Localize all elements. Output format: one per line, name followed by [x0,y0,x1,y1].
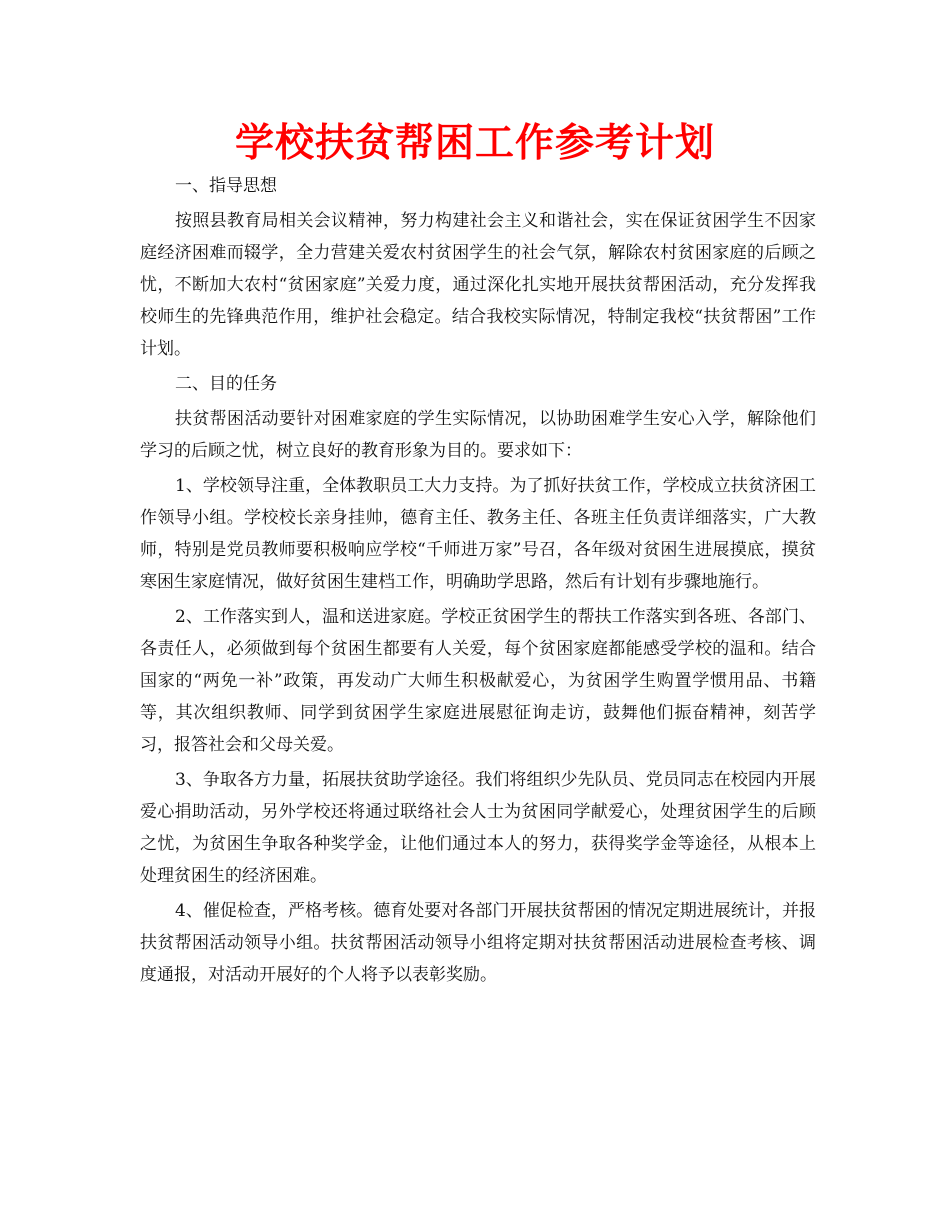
paragraph-item-4: 4、催促检查，严格考核。德育处要对各部门开展扶贫帮困的情况定期进展统计，并报扶贫帮困活动领导小组。扶贫帮困活动领导小组将定期对扶贫帮困活动进展检查考核、调度通报，对活动开展好的个人将予以表彰奖励。 [140,901,816,985]
paragraph-item-2: 2、工作落实到人，温和送进家庭。学校正贫困学生的帮扶工作落实到各班、各部门、各责任人，必须做到每个贫困生都要有人关爱，每个贫困家庭都能感受学校的温和。结合国家的“两免一补”政策，再发动广大师生积极献爱心，为贫困学生购置学惯用品、书籍等，其次组织教师、同学到贫困学生家庭进展慰征询走访，鼓舞他们振奋精神，刻苦学习，报答社会和父母关爱。 [140,607,816,755]
paragraph-item-3: 3、争取各方力量，拓展扶贫助学途径。我们将组织少先队员、党员同志在校园内开展爱心捐助活动，另外学校还将通过联络社会人士为贫困同学献爱心，处理贫困学生的后顾之忧，为贫困生争取各种奖学金，让他们通过本人的努力，获得奖学金等途径，从根本上处理贫困生的经济困难。 [140,770,816,886]
section-heading-guiding-ideology: 一、指导思想 [175,176,277,196]
section-heading-objectives: 二、目的任务 [175,374,277,394]
document-body [140,170,816,994]
document-title: 学校扶贫帮困工作参考计划 [234,121,715,166]
paragraph-item-1: 1、学校领导注重，全体教职员工大力支持。为了抓好扶贫工作，学校成立扶贫济困工作领导小组。学校校长亲身挂帅，德育主任、教务主任、各班主任负责详细落实，广大教师，特别是党员教师要积极响应学校“千师进万家”号召，各年级对贫困生进展摸底，摸贫寒困生家庭情况，做好贫困生建档工作，明确助学思路，然后有计划有步骤地施行。 [140,476,816,592]
paragraph-objectives: 扶贫帮困活动要针对困难家庭的学生实际情况，以协助困难学生安心入学，解除他们学习的后顾之忧，树立良好的教育形象为目的。要求如下： [140,409,816,461]
paragraph-guiding-ideology: 按照县教育局相关会议精神，努力构建社会主义和谐社会，实在保证贫困学生不因家庭经济困难而辍学，全力营建关爱农村贫困学生的社会气氛，解除农村贫困家庭的后顾之忧，不断加大农村“贫困家庭”关爱力度，通过深化扎实地开展扶贫帮困活动，充分发挥我校师生的先锋典范作用，维护社会稳定。结合我校实际情况，特制定我校“扶贫帮困”工作计划。 [140,211,816,359]
